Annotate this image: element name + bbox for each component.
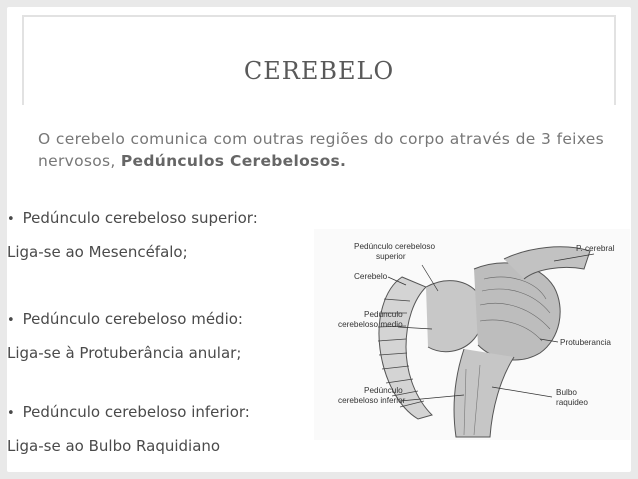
slide <box>7 7 631 472</box>
brainstem-drawing <box>378 247 590 437</box>
item-label: Pedúnculo cerebeloso inferior: <box>22 403 250 421</box>
label-bulbo: Bulbo <box>556 388 577 397</box>
item-description: Liga-se ao Bulbo Raquidiano <box>7 437 221 455</box>
intro-text: O cerebelo comunica com outras regiões do corpo através de 3 feixes nervosos, <box>38 130 604 170</box>
bullet-icon: • <box>7 406 15 421</box>
slide-title: CEREBELO <box>243 57 395 85</box>
cerebellum-illustration <box>314 229 630 440</box>
item-description: Liga-se à Protuberância anular; <box>7 344 242 362</box>
item-label: Pedúnculo cerebeloso superior: <box>22 209 258 227</box>
label-p-cerebral: P. cerebral <box>576 244 615 253</box>
intro-paragraph <box>38 128 604 172</box>
label-ped-medio-2: cerebeloso medio <box>338 320 403 329</box>
item-label: Pedúnculo cerebeloso médio: <box>22 310 243 328</box>
bullet-icon: • <box>7 313 15 328</box>
item-description: Liga-se ao Mesencéfalo; <box>7 243 188 261</box>
bullet-icon: • <box>7 212 15 227</box>
bullet-item-superior <box>7 209 258 227</box>
label-protuberancia: Protuberancia <box>560 338 611 347</box>
label-ped-superior-2: superior <box>376 252 406 261</box>
bullet-item-medio <box>7 310 243 328</box>
label-cerebelo: Cerebelo <box>354 272 388 281</box>
bullet-item-inferior <box>7 403 250 421</box>
title-frame <box>22 15 616 105</box>
label-ped-inferior-2: cerebeloso inferior <box>338 396 406 405</box>
intro-strong-text: Pedúnculos Cerebelosos. <box>120 152 347 170</box>
label-ped-superior: Pedúnculo cerebeloso <box>354 242 436 251</box>
label-bulbo-2: raquideo <box>556 398 588 407</box>
label-ped-medio: Pedúnculo <box>364 310 403 319</box>
label-ped-inferior: Pedúnculo <box>364 386 403 395</box>
